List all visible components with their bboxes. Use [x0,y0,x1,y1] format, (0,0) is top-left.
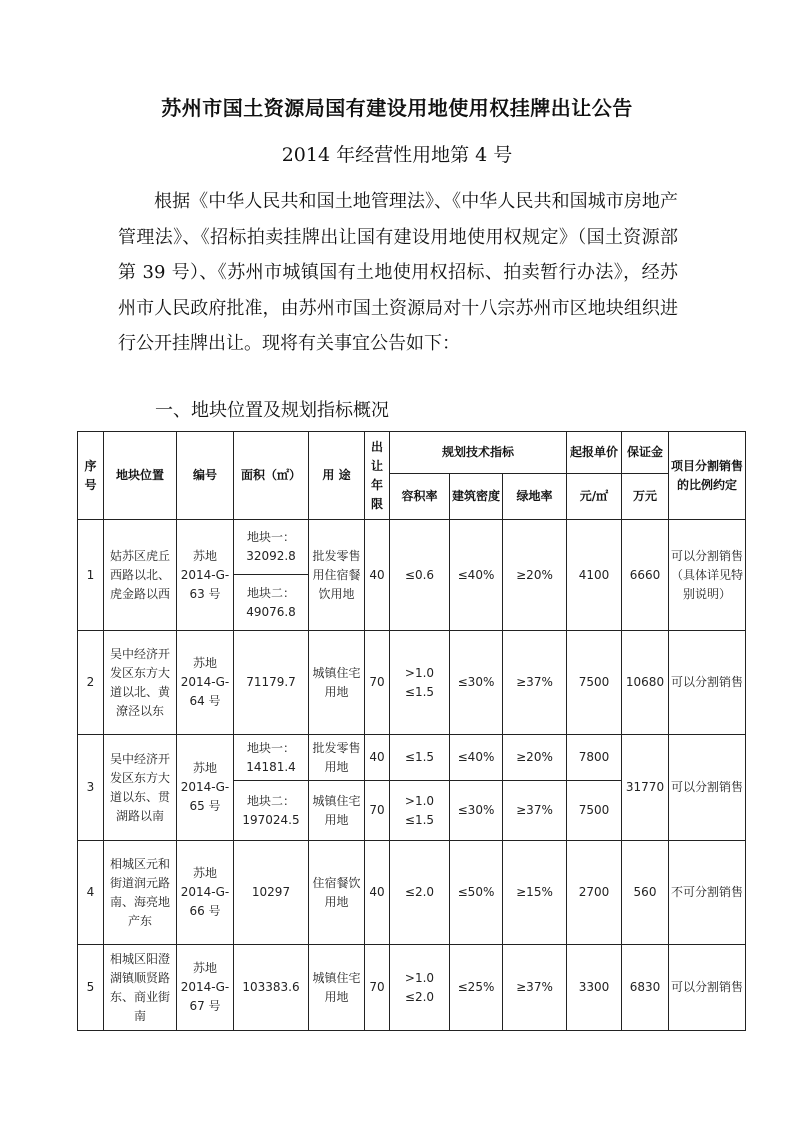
cell-density: ≤50% [450,841,503,945]
cell-location: 相城区阳澄湖镇顺贤路东、商业街南 [104,945,177,1031]
section-heading: 一、地块位置及规划指标概况 [155,400,389,421]
header-deposit-unit: 万元 [622,474,669,520]
cell-green: ≥20% [503,520,567,631]
header-far: 容积率 [390,474,450,520]
cell-area: 10297 [234,841,309,945]
cell-green: ≥15% [503,841,567,945]
cell-density: ≤40% [450,735,503,781]
cell-far: ≤2.0 [390,841,450,945]
page-title: 苏州市国土资源局国有建设用地使用权挂牌出让公告 [161,96,633,120]
cell-price: 4100 [567,520,622,631]
intro-paragraph: 根据《中华人民共和国土地管理法》、《中华人民共和国城市房地产管理法》、《招标拍卖挂牌出让国有建设用地使用权规定》（国土资源部第 39 号）、《苏州市城镇国有土地使用权招标、拍卖暂行办法》，经苏州市人民政府批准，由苏州市国土资源局对十八宗苏州市区地块组织进行公开挂牌出让。现将有关事宜公告如下： [118,191,678,354]
cell-area: 71179.7 [234,631,309,735]
cell-code: 苏地2014-G-67 号 [177,945,234,1031]
header-price: 起报单价 [567,432,622,474]
header-density: 建筑密度 [450,474,503,520]
cell-location: 吴中经济开发区东方大道以东、贯湖路以南 [104,735,177,841]
cell-code: 苏地2014-G-64 号 [177,631,234,735]
table-row [78,841,746,945]
cell-area: 103383.6 [234,945,309,1031]
cell-area: 地块一：14181.4 [234,735,309,781]
cell-years: 70 [365,631,390,735]
cell-location: 吴中经济开发区东方大道以北、黄潦泾以东 [104,631,177,735]
cell-price: 3300 [567,945,622,1031]
cell-years: 40 [365,520,390,631]
cell-area: 地块二：197024.5 [234,781,309,841]
cell-deposit: 6830 [622,945,669,1031]
cell-density: ≤25% [450,945,503,1031]
cell-years: 40 [365,735,390,781]
cell-use: 城镇住宅用地 [309,781,365,841]
cell-price: 7800 [567,735,622,781]
header-code: 编号 [177,432,234,520]
cell-green: ≥20% [503,735,567,781]
header-seq: 序号 [78,432,104,520]
cell-seq: 2 [78,631,104,735]
cell-seq: 5 [78,945,104,1031]
cell-use: 住宿餐饮用地 [309,841,365,945]
cell-deposit: 6660 [622,520,669,631]
cell-split: 可以分割销售（具体详见特别说明） [669,520,746,631]
cell-code: 苏地2014-G-66 号 [177,841,234,945]
header-area: 面积（㎡） [234,432,309,520]
cell-green: ≥37% [503,631,567,735]
cell-use: 城镇住宅用地 [309,945,365,1031]
land-parcel-table [77,431,746,1031]
table-row [78,945,746,1031]
cell-years: 40 [365,841,390,945]
cell-code: 苏地2014-G-63 号 [177,520,234,631]
cell-seq: 3 [78,735,104,841]
cell-price: 7500 [567,781,622,841]
table-row [78,631,746,735]
cell-green: ≥37% [503,781,567,841]
cell-far: >1.0 ≤2.0 [390,945,450,1031]
cell-green: ≥37% [503,945,567,1031]
cell-density: ≤40% [450,520,503,631]
cell-deposit: 560 [622,841,669,945]
cell-seq: 4 [78,841,104,945]
cell-price: 2700 [567,841,622,945]
cell-seq: 1 [78,520,104,631]
header-green: 绿地率 [503,474,567,520]
header-location: 地块位置 [104,432,177,520]
cell-area: 地块二：49076.8 [234,575,309,631]
cell-split: 可以分割销售 [669,735,746,841]
cell-density: ≤30% [450,781,503,841]
table-row [78,735,746,781]
cell-code: 苏地2014-G-65 号 [177,735,234,841]
cell-far: ≤1.5 [390,735,450,781]
cell-use: 批发零售用地 [309,735,365,781]
cell-use: 批发零售用住宿餐饮用地 [309,520,365,631]
cell-far: >1.0 ≤1.5 [390,631,450,735]
cell-deposit: 10680 [622,631,669,735]
header-use: 用 途 [309,432,365,520]
table-row [78,520,746,575]
page-subtitle: 2014 年经营性用地第 4 号 [281,144,513,166]
cell-price: 7500 [567,631,622,735]
header-price-unit: 元/㎡ [567,474,622,520]
header-deposit: 保证金 [622,432,669,474]
cell-use: 城镇住宅用地 [309,631,365,735]
cell-deposit: 31770 [622,735,669,841]
header-years: 出让年限 [365,432,390,520]
cell-location: 相城区元和街道润元路南、海亮地产东 [104,841,177,945]
cell-split: 可以分割销售 [669,945,746,1031]
cell-density: ≤30% [450,631,503,735]
cell-far: >1.0 ≤1.5 [390,781,450,841]
cell-split: 不可分割销售 [669,841,746,945]
cell-far: ≤0.6 [390,520,450,631]
header-split: 项目分割销售的比例约定 [669,432,746,520]
cell-area: 地块一：32092.8 [234,520,309,575]
cell-years: 70 [365,945,390,1031]
header-planning: 规划技术指标 [390,432,567,474]
cell-years: 70 [365,781,390,841]
cell-split: 可以分割销售 [669,631,746,735]
cell-location: 姑苏区虎丘西路以北、虎金路以西 [104,520,177,631]
